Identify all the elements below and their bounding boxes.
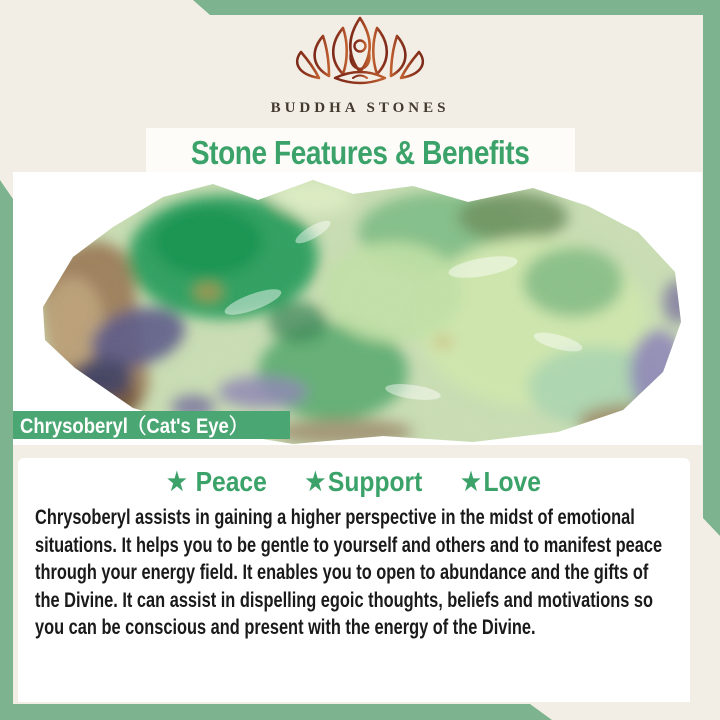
description-line: Chrysoberyl assists in gaining a higher perspective in the midst of emotional [35,506,635,529]
stone-description [35,504,690,642]
benefit-label: Support [327,466,423,497]
page-title: Stone Features & Benefits [191,133,530,171]
benefits-card [18,458,690,702]
benefit-love [461,466,541,498]
benefit-label: Peace [195,466,267,497]
description-line: the Divine. It can assist in dispelling egoic thoughts, beliefs and motivations so [35,588,654,612]
description-line: situations. It helps you to be gentle to yourself and others and to manifest peace [35,533,663,557]
star-icon: ★ [167,468,187,496]
star-icon: ★ [305,468,326,496]
stone-name-label [13,411,290,439]
benefits-row [58,466,649,498]
brand-name: BUDDHA STONES [270,100,450,116]
frame-bottom-bar [0,704,552,720]
benefit-support [306,466,423,498]
chrysoberyl-stone-image [13,172,702,445]
brand-logo [0,16,720,103]
frame-top-bar [0,0,720,15]
benefit-peace [167,466,267,498]
description-line: through your energy field. It enables you to open to abundance and the gifts of [35,561,649,585]
frame-left-bar [0,180,13,720]
star-icon: ★ [461,468,481,496]
lotus-meditation-icon [285,16,435,98]
benefit-label: Love [483,466,541,497]
stone-name-text: Chrysoberyl（Cat's Eye） [20,415,248,438]
title-band [146,128,575,177]
stone-photo [13,172,702,445]
description-line: you can be conscious and present with the energy of the Divine. [35,616,536,640]
